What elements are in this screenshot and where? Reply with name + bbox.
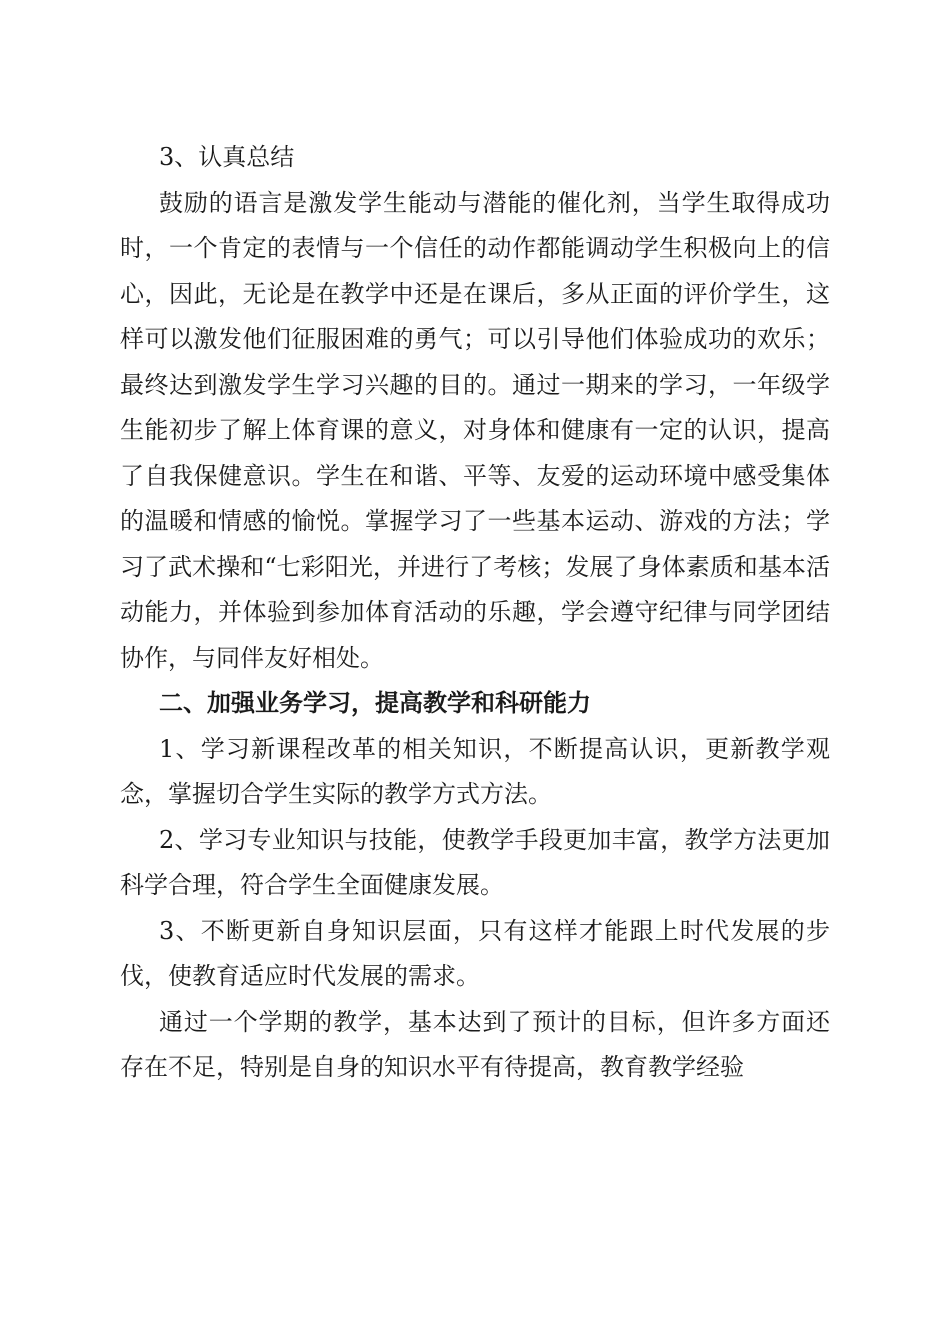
list-item-1: 1、学习新课程改革的相关知识，不断提高认识，更新教学观念，掌握切合学生实际的教学方式方法。 (120, 734, 830, 808)
paragraph-encouragement: 鼓励的语言是激发学生能动与潜能的催化剂，当学生取得成功时，一个肯定的表情与一个信任的动作都能调动学生积极向上的信心，因此，无论是在教学中还是在课后，多从正面的评价学生，这样可以激发他们征服困难的勇气；可以引导他们体验成功的欢乐；最终达到激发学生学习兴趣的目的。通过一期来的学习，一年级学生能初步了解上体育课的意义，对身体和健康有一定的认识，提高了自我保健意识。学生在和谐、平等、友爱的运动环境中感受集体的温暖和情感的愉悦。掌握学习了一些基本运动、游戏的方法；学习了武术操和“七彩阳光，并进行了考核；发展了身体素质和基本活动能力，并体验到参加体育活动的乐趣，学会遵守纪律与同学团结协作，与同伴友好相处。 (120, 188, 830, 672)
list-item-2: 2、学习专业知识与技能，使教学手段更加丰富，教学方法更加科学合理，符合学生全面健康发展。 (120, 825, 830, 899)
section-heading-study: 二、加强业务学习，提高教学和科研能力 (159, 689, 591, 717)
subheading-summary: 3、认真总结 (159, 143, 295, 171)
document-body (120, 135, 830, 1091)
paragraph-conclusion: 通过一个学期的教学，基本达到了预计的目标，但许多方面还存在不足，特别是自身的知识水平有待提高，教育教学经验 (120, 1007, 830, 1081)
list-item-3: 3、不断更新自身知识层面，只有这样才能跟上时代发展的步伐，使教育适应时代发展的需求。 (120, 916, 830, 990)
